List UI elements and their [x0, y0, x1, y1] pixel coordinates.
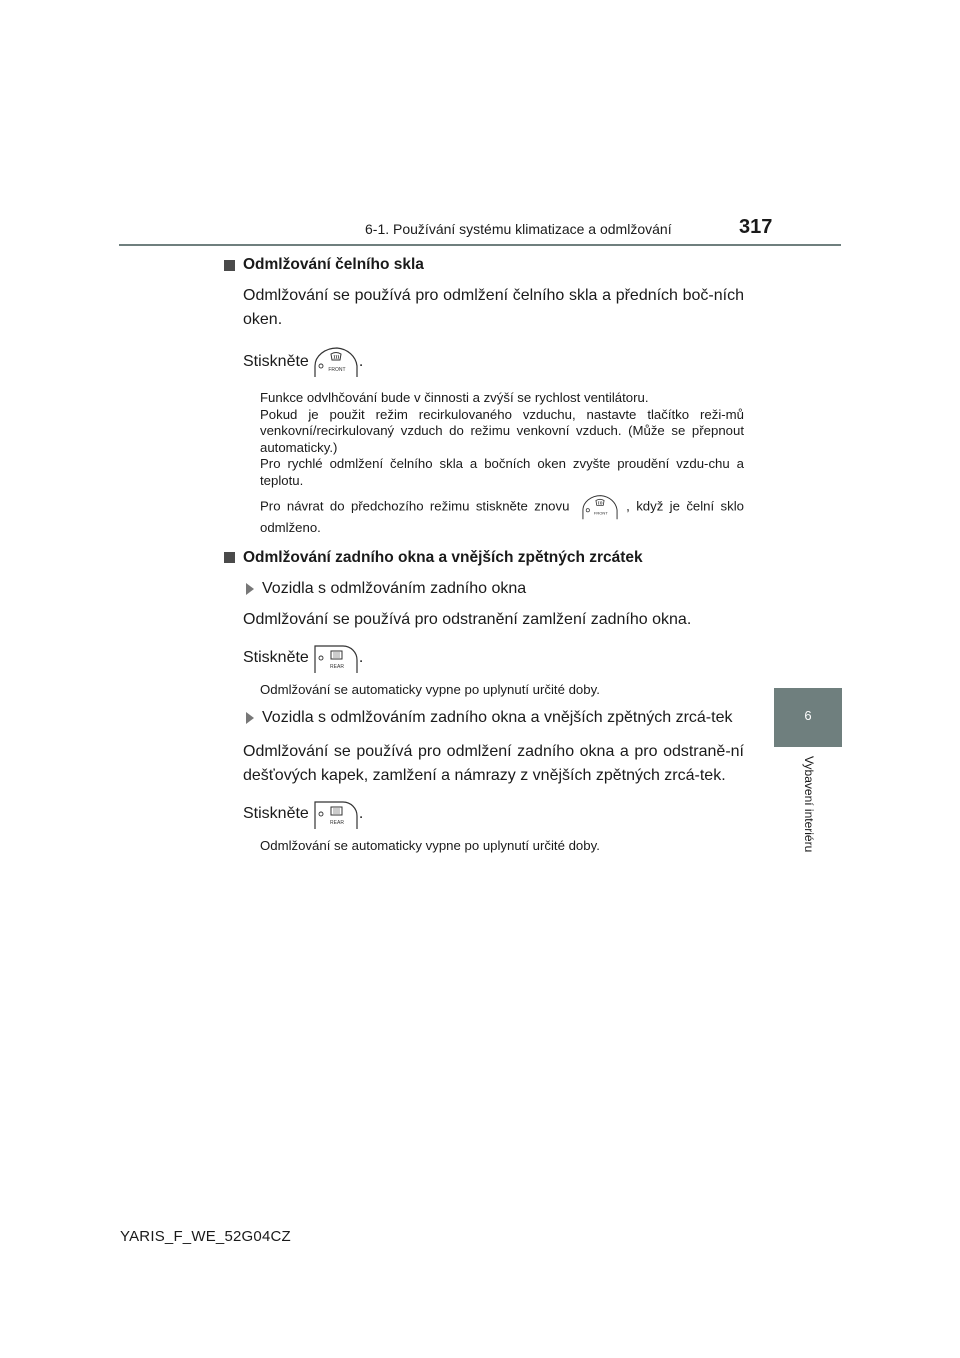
note-return	[260, 494, 744, 537]
note-line: Pro rychlé odmlžení čelního skla a bočních oken zvyšte proudění vzdu-chu a teplotu.	[260, 456, 744, 488]
square-bullet-icon	[224, 260, 235, 271]
body-paragraph: Odmlžování se používá pro odmlžení zadního okna a pro odstraně-ní dešťových kapek, zamlžení a námrazy z vnějších zpětných zrcá-tek.	[243, 743, 744, 784]
page-content	[224, 252, 744, 855]
press-label: Stiskněte	[243, 353, 309, 370]
front-button-label: FRONT	[328, 367, 346, 373]
front-defogger-button-icon	[580, 494, 620, 520]
rear-defogger-button-icon	[313, 798, 359, 830]
front-defogger-button-icon	[313, 346, 359, 378]
running-header-title: 6-1. Používání systému klimatizace a odmlžování	[365, 221, 672, 237]
note-block	[260, 390, 744, 489]
press-instruction	[243, 346, 744, 378]
note-line: Funkce odvlhčování bude v činnosti a zvýší se rychlost ventilátoru.	[260, 390, 649, 405]
triangle-bullet-icon	[246, 712, 254, 724]
square-bullet-icon	[224, 552, 235, 563]
triangle-bullet-icon	[246, 583, 254, 595]
period: .	[358, 648, 364, 666]
section-heading-windshield	[224, 252, 744, 278]
heading-text: Odmlžování čelního skla	[243, 256, 424, 273]
press-instruction	[243, 798, 744, 830]
rear-button-label: REAR	[329, 663, 344, 670]
note-return-after: , když je čelní sklo odmlženo.	[260, 498, 744, 535]
press-instruction	[243, 642, 744, 674]
body-paragraph: Odmlžování se používá pro odstranění zamlžení zadního okna.	[243, 610, 692, 628]
header-rule	[119, 244, 841, 246]
front-button-label: FRONT	[593, 510, 608, 516]
chapter-label: Vybavení interiéru	[802, 756, 816, 853]
variant-title-text: Vozidla s odmlžováním zadního okna a vnějších zpětných zrcá-tek	[262, 709, 733, 726]
body-paragraph: Odmlžování se používá pro odmlžení čelního skla a předních boč-ních oken.	[243, 287, 744, 328]
note-line: Pokud je použit režim recirkulovaného vzduchu, nastavte tlačítko reži-mů venkovní/recirkulovaný vzduch do režimu venkovní vzduch. (Může se přepnout automaticky.)	[260, 406, 744, 455]
note-auto-off: Odmlžování se automaticky vypne po uplynutí určité doby.	[260, 681, 600, 697]
note-return-before: Pro návrat do předchozího režimu stiskněte znovu	[260, 498, 570, 514]
note-auto-off: Odmlžování se automaticky vypne po uplynutí určité doby.	[260, 838, 600, 853]
press-label: Stiskněte	[243, 648, 309, 666]
page-number: 317	[739, 216, 773, 238]
variant-title-rear-and-mirrors	[243, 706, 744, 730]
press-label: Stiskněte	[243, 805, 309, 822]
period: .	[358, 805, 364, 822]
period: .	[358, 353, 364, 370]
heading-text: Odmlžování zadního okna a vnějších zpětných zrcátek	[243, 548, 643, 566]
variant-title-rear-only	[243, 577, 744, 601]
rear-defogger-button-icon	[313, 642, 359, 674]
chapter-tab	[774, 688, 842, 747]
rear-button-label: REAR	[329, 820, 344, 826]
chapter-number: 6	[804, 708, 812, 723]
section-heading-rear	[224, 545, 744, 571]
document-code: YARIS_F_WE_52G04CZ	[120, 1228, 291, 1245]
variant-title-text: Vozidla s odmlžováním zadního okna	[262, 579, 527, 597]
